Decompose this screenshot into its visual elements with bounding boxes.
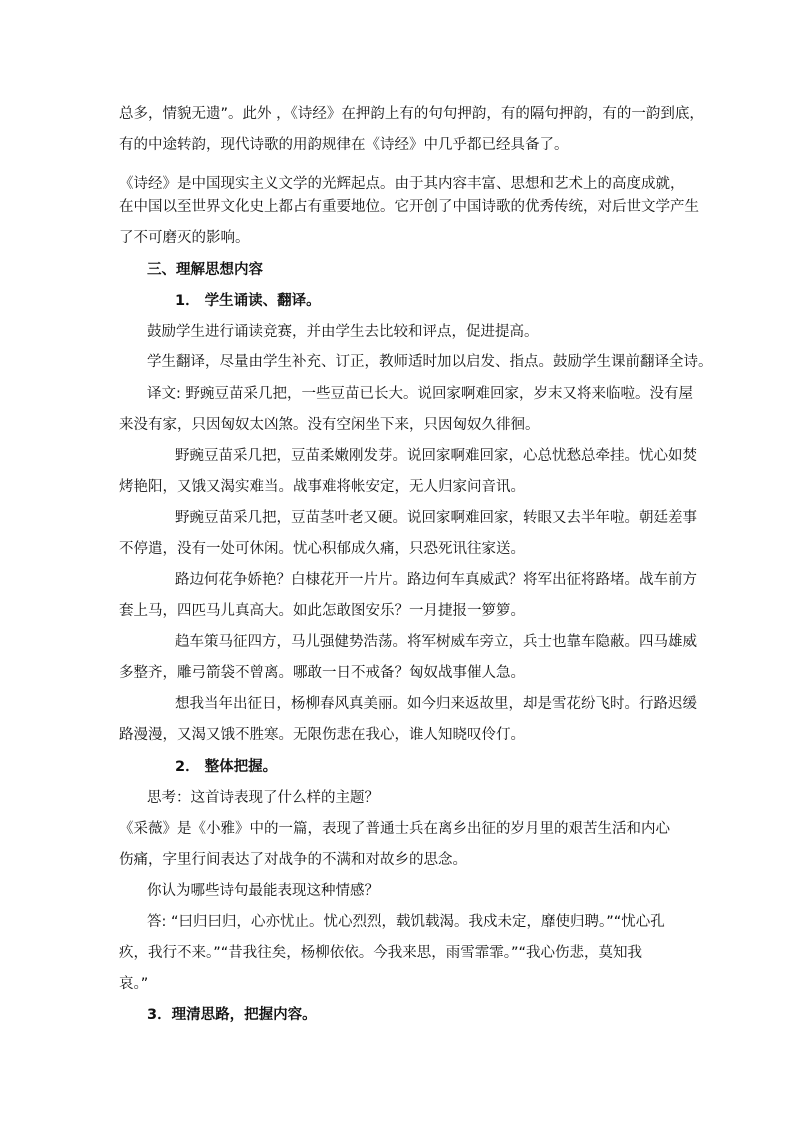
- subsection-heading: 2． 整体把握。: [175, 759, 278, 775]
- answer-line: 答: “曰归曰归，心亦忧止。忧心烈烈，载饥载渴。我戍未定，靡使归聘。”“忧心孔: [147, 914, 665, 930]
- translation-line: 烤艳阳，又饿又渴实难当。战事难将帐安定，无人归家问音讯。: [119, 479, 525, 495]
- section-heading: 三、理解思想内容: [147, 262, 263, 278]
- translation-line: 不停遣，没有一处可休闲。忧心积郁成久痛，只恐死讯往家送。: [119, 541, 525, 557]
- translation-line: 路漫漫，又渴又饿不胜寒。无限伤悲在我心，谁人知晓叹伶仃。: [119, 727, 525, 743]
- subsection-heading: 3．理清思路，把握内容。: [147, 1007, 317, 1023]
- subsection-heading: 1． 学生诵读、翻译。: [175, 293, 321, 309]
- translation-line: 想我当年出征日，杨柳春风真美丽。如今归来返故里，却是雪花纷飞时。行路迟缓: [175, 696, 697, 712]
- translation-line: 野豌豆苗采几把，豆苗柔嫩刚发芽。说回家啊难回家，心总忧愁总牵挂。忧心如焚: [175, 448, 697, 464]
- translation-line: 路边何花争娇艳？白棣花开一片片。路边何车真威武？将军出征将路堵。战车前方: [175, 572, 697, 588]
- paragraph-line: 在中国以至世界文化史上都占有重要地位。它开创了中国诗歌的优秀传统，对后世文学产生: [119, 199, 699, 215]
- paragraph-line: 伤痛，字里行间表达了对战争的不满和对故乡的思念。: [119, 852, 467, 868]
- paragraph-line: 学生翻译，尽量由学生补充、订正，教师适时加以启发、指点。鼓励学生课前翻译全诗。: [147, 354, 713, 370]
- paragraph-line: 思考：这首诗表现了什么样的主题？: [147, 790, 379, 806]
- paragraph-line: 了不可磨灭的影响。: [119, 230, 250, 246]
- translation-line: 来没有家，只因匈奴太凶煞。没有空闲坐下来，只因匈奴久徘徊。: [119, 417, 540, 433]
- paragraph-line: 《采薇》是《小雅》中的一篇，表现了普通士兵在离乡出征的岁月里的艰苦生活和内心: [119, 821, 670, 837]
- paragraph-line: 有的中途转韵，现代诗歌的用韵规律在《诗经》中几乎都已经具备了。: [119, 137, 569, 153]
- paragraph-line: 总多，情貌无遗”。此外 ，《诗经》在押韵上有的句句押韵，有的隔句押韵，有的一韵到底，: [119, 106, 704, 122]
- translation-line: 多整齐，雕弓箭袋不曾离。哪敢一日不戒备？匈奴战事催人急。: [119, 665, 525, 681]
- answer-line: 疚，我行不来。”“昔我往矣，杨柳依依。今我来思，雨雪霏霏。”“我心伤悲，莫知我: [119, 945, 643, 961]
- translation-line: 译文: 野豌豆苗采几把，一些豆苗已长大。说回家啊难回家，岁末又将来临啦。没有屋: [147, 386, 693, 402]
- translation-line: 套上马，四匹马儿真高大。如此怎敢图安乐？一月捷报一箩箩。: [119, 603, 525, 619]
- answer-line: 哀。”: [119, 976, 149, 992]
- translation-line: 趋车策马征四方，马儿强健势浩荡。将军树威车旁立，兵士也靠车隐蔽。四马雄威: [175, 634, 697, 650]
- paragraph-line: 鼓励学生进行诵读竞赛，并由学生去比较和评点，促进提高。: [147, 324, 539, 340]
- translation-line: 野豌豆苗采几把，豆苗茎叶老又硬。说回家啊难回家，转眼又去半年啦。朝廷差事: [175, 510, 697, 526]
- paragraph-line: 《诗经》是中国现实主义文学的光辉起点。由于其内容丰富、思想和艺术上的高度成就，: [119, 176, 685, 192]
- paragraph-line: 你认为哪些诗句最能表现这种情感？: [147, 883, 379, 899]
